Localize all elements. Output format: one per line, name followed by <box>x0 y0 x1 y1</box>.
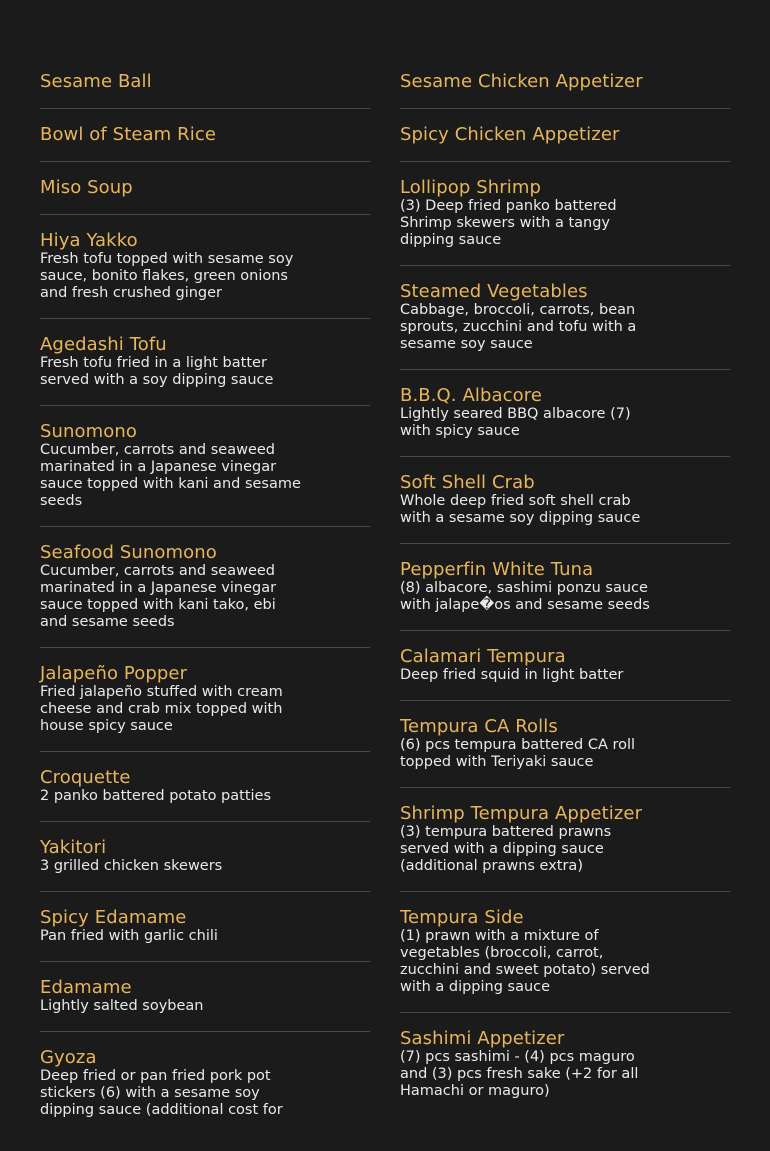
menu-item-description: (6) pcs tempura battered CA roll topped with Teriyaki sauce <box>400 737 636 770</box>
menu-item-name: Sesame Chicken Appetizer <box>400 71 643 92</box>
menu-item-name: Sunomono <box>40 421 138 442</box>
menu-item-name: Yakitori <box>40 837 107 858</box>
menu-item <box>400 386 730 457</box>
menu-item-name: Gyoza <box>40 1047 97 1068</box>
menu-item <box>40 908 370 962</box>
menu-item-name: Croquette <box>40 767 131 788</box>
menu-item <box>40 72 370 109</box>
menu-item <box>400 1029 730 1116</box>
menu-item-name: Edamame <box>40 977 132 998</box>
menu-item-description: (8) albacore, sashimi ponzu sauce with jalape�os and sesame seeds <box>400 580 650 613</box>
menu-item <box>40 125 370 162</box>
menu-item-name: Tempura CA Rolls <box>400 716 558 737</box>
menu-item-description: Lightly salted soybean <box>40 998 204 1014</box>
menu-item-name: Sesame Ball <box>40 71 152 92</box>
menu-item <box>400 804 730 892</box>
menu-item-description: 2 panko battered potato patties <box>40 788 272 804</box>
menu-item-name: Seafood Sunomono <box>40 542 217 563</box>
menu-item-name: B.B.Q. Albacore <box>400 385 543 406</box>
menu-item-description: Cucumber, carrots and seaweed marinated in a Japanese vinegar sauce topped with kani tako, ebi and sesame seeds <box>40 563 277 630</box>
menu-item-description: (3) Deep fried panko battered Shrimp skewers with a tangy dipping sauce <box>400 198 617 248</box>
menu-item-name: Steamed Vegetables <box>400 281 588 302</box>
menu-item <box>40 178 370 215</box>
menu-item-name: Miso Soup <box>40 177 133 198</box>
menu-item-description: Fried jalapeño stuffed with cream cheese and crab mix topped with house spicy sauce <box>40 684 283 734</box>
menu-item-name: Lollipop Shrimp <box>400 177 542 198</box>
menu-item-name: Agedashi Tofu <box>40 334 167 355</box>
menu-item-description: Whole deep fried soft shell crab with a sesame soy dipping sauce <box>400 493 641 526</box>
menu-item <box>400 178 730 266</box>
menu-item-name: Tempura Side <box>400 907 524 928</box>
menu-item-description: Pan fried with garlic chili <box>40 928 218 944</box>
menu-item-description: Deep fried squid in light batter <box>400 667 624 683</box>
menu-item-description: Cabbage, broccoli, carrots, bean sprouts, zucchini and tofu with a sesame soy sauce <box>400 302 637 352</box>
menu-item-description: Cucumber, carrots and seaweed marinated in a Japanese vinegar sauce topped with kani and sesame seeds <box>40 442 301 509</box>
menu-item <box>40 978 370 1032</box>
menu-item <box>40 664 370 752</box>
menu-item <box>40 335 370 406</box>
menu-item-name: Sashimi Appetizer <box>400 1028 565 1049</box>
menu-item-name: Soft Shell Crab <box>400 472 535 493</box>
menu-item-description: (3) tempura battered prawns served with a dipping sauce (additional prawns extra) <box>400 824 612 874</box>
menu-item-name: Shrimp Tempura Appetizer <box>400 803 643 824</box>
menu-item-description: (1) prawn with a mixture of vegetables (broccoli, carrot, zucchini and sweet potato) served with a dipping sauce <box>400 928 650 995</box>
menu-item-description: Lightly seared BBQ albacore (7) with spicy sauce <box>400 406 631 439</box>
menu-item-name: Pepperfin White Tuna <box>400 559 594 580</box>
menu-item-description: Deep fried or pan fried pork pot stickers (6) with a sesame soy dipping sauce (additional cost for <box>40 1068 283 1118</box>
menu-item-description: Fresh tofu fried in a light batter served with a soy dipping sauce <box>40 355 274 388</box>
menu-item-name: Bowl of Steam Rice <box>40 124 216 145</box>
menu-item <box>400 647 730 701</box>
menu-item <box>40 422 370 527</box>
menu-item <box>400 125 730 162</box>
menu-item-name: Spicy Edamame <box>40 907 187 928</box>
menu-item-name: Calamari Tempura <box>400 646 566 667</box>
menu-item <box>400 908 730 1013</box>
menu-column-left <box>40 72 370 1151</box>
menu-item <box>400 282 730 370</box>
menu-item <box>40 231 370 319</box>
menu-item <box>400 72 730 109</box>
menu-item <box>40 768 370 822</box>
menu-item <box>40 543 370 648</box>
menu-item-description: (7) pcs sashimi - (4) pcs maguro and (3) pcs fresh sake (+2 for all Hamachi or maguro) <box>400 1049 639 1099</box>
menu-item <box>400 717 730 788</box>
menu-item-name: Spicy Chicken Appetizer <box>400 124 620 145</box>
menu-item-description: Fresh tofu topped with sesame soy sauce, bonito flakes, green onions and fresh crushed ginger <box>40 251 294 301</box>
menu-item <box>400 473 730 544</box>
menu-item <box>40 838 370 892</box>
menu-item <box>400 560 730 631</box>
menu-column-right <box>400 72 730 1132</box>
menu-item-name: Jalapeño Popper <box>40 663 188 684</box>
menu-item <box>40 1048 370 1135</box>
menu-item-description: 3 grilled chicken skewers <box>40 858 223 874</box>
menu-item-name: Hiya Yakko <box>40 230 138 251</box>
